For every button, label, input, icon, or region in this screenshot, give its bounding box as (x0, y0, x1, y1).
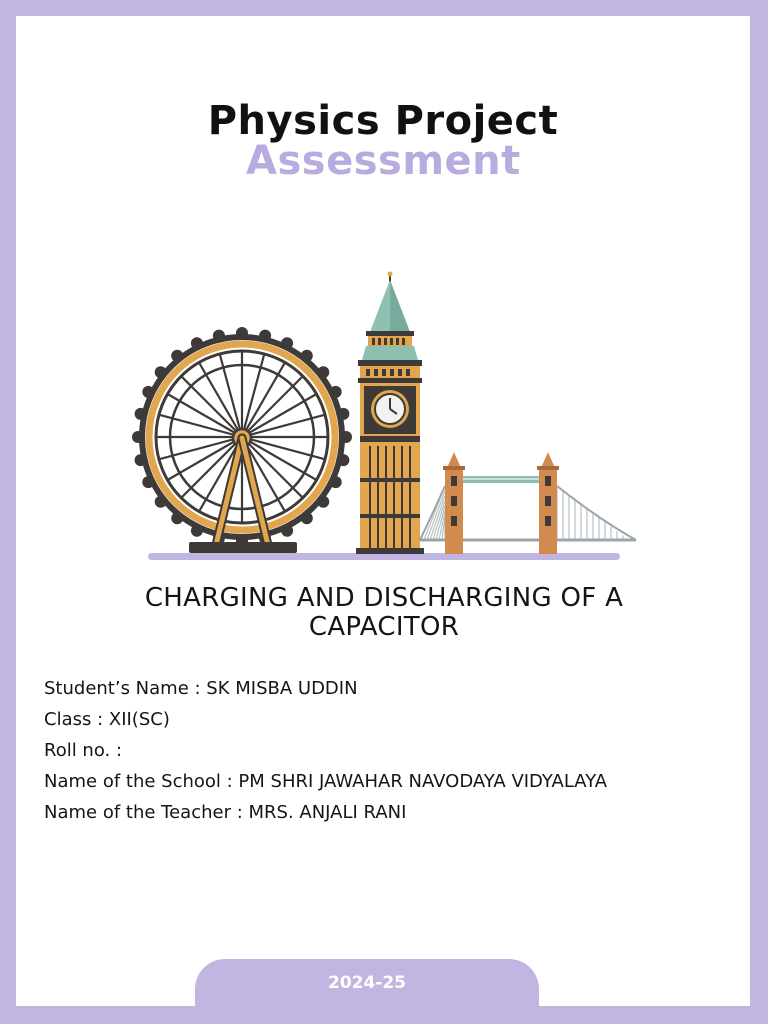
student-details (44, 673, 607, 828)
roll-number: Roll no. : (44, 740, 123, 761)
tower-bridge-icon (420, 452, 636, 554)
school-name: Name of the School : PM SHRI JAWAHAR NAVODAYA VIDYALAYA (44, 771, 608, 792)
ferris-wheel-icon (132, 327, 352, 553)
ground-line (148, 553, 620, 560)
project-title-line2: CAPACITOR (308, 612, 460, 642)
academic-year: 2024-25 (327, 973, 407, 993)
student-name: Student’s Name : SK MISBA UDDIN (44, 678, 358, 699)
student-class: Class : XII(SC) (44, 709, 170, 730)
project-title (0, 584, 768, 642)
project-title-line1: CHARGING AND DISCHARGING OF A (144, 583, 624, 613)
page-title: Physics Project (207, 98, 559, 144)
clock-tower-icon (356, 272, 424, 555)
page-subtitle: Assessment (246, 138, 521, 184)
teacher-name: Name of the Teacher : MRS. ANJALI RANI (44, 802, 407, 823)
year-tab (195, 959, 539, 1015)
